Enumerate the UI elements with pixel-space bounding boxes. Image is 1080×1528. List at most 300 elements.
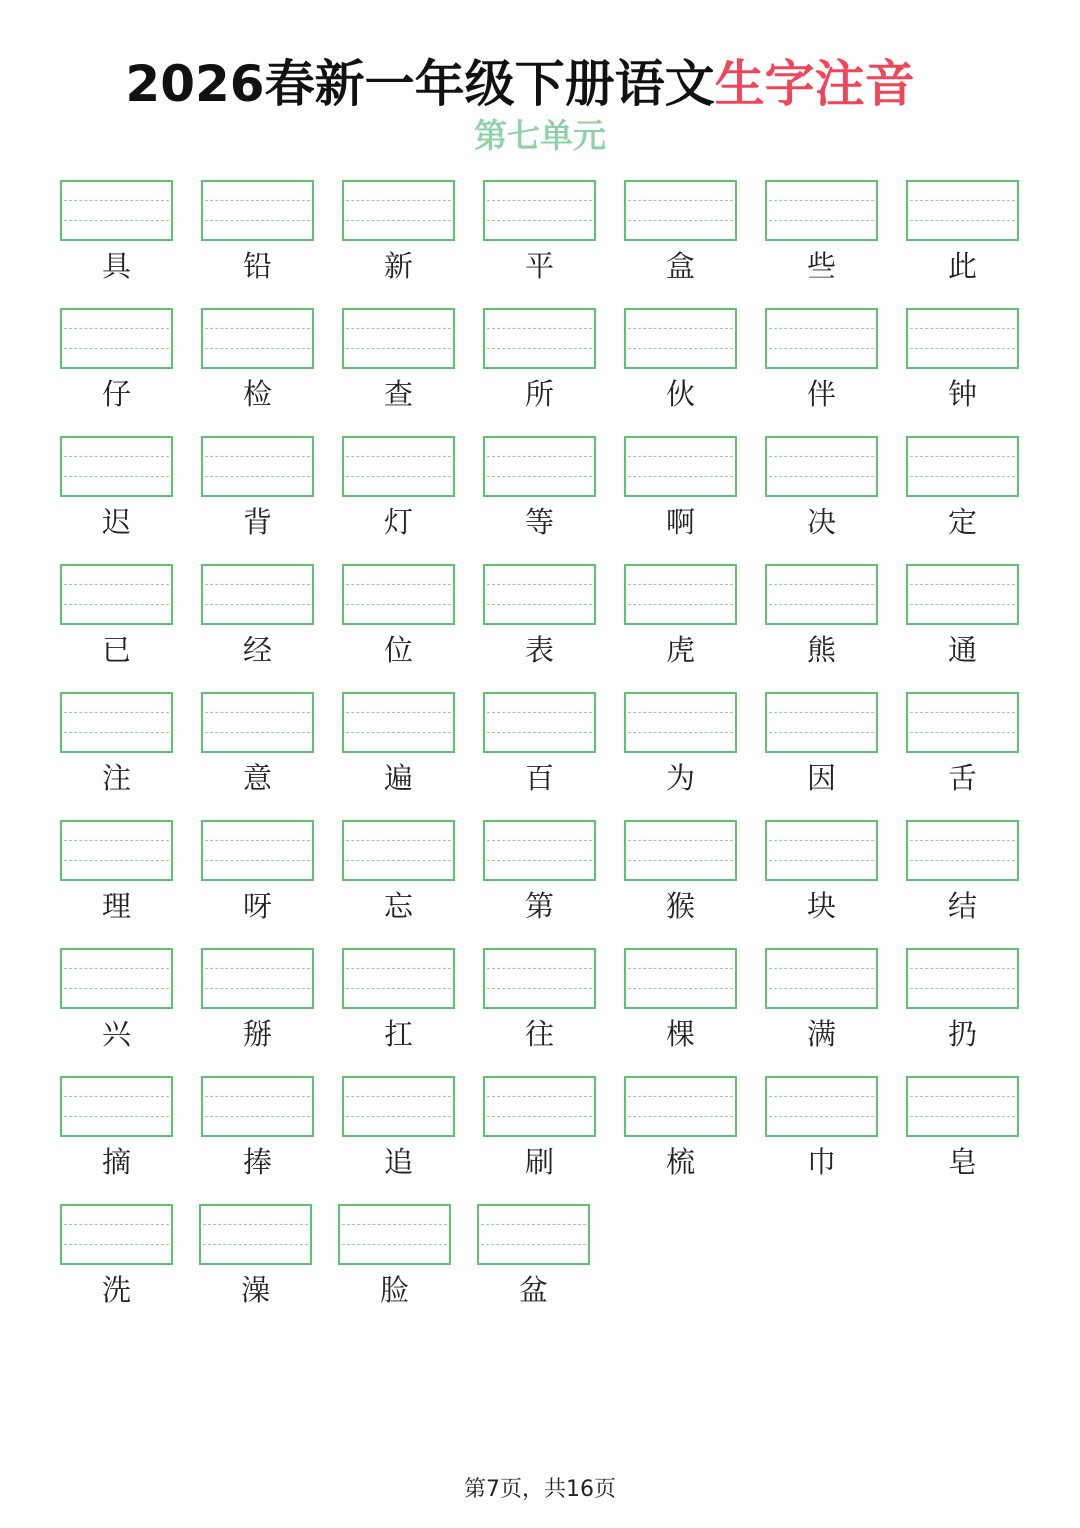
pinyin-writing-box[interactable] [201,1076,314,1137]
character-cell [201,308,314,436]
guide-line [205,1096,310,1097]
pinyin-writing-box[interactable] [342,564,455,625]
character-cell [483,948,596,1076]
character-label: 新 [383,249,413,283]
character-cell [624,180,737,308]
character-cell [201,436,314,564]
character-label: 平 [524,249,554,283]
guide-line [487,456,592,457]
grid-row [60,1076,1020,1204]
guide-line [205,712,310,713]
pinyin-writing-box[interactable] [483,692,596,753]
character-cell [624,948,737,1076]
guide-line [205,732,310,733]
pinyin-writing-box[interactable] [624,1076,737,1137]
pinyin-writing-box[interactable] [60,436,173,497]
character-label: 扛 [383,1017,413,1051]
guide-line [910,840,1015,841]
guide-line [205,200,310,201]
character-label: 仔 [101,377,131,411]
pinyin-writing-box[interactable] [906,564,1019,625]
pinyin-writing-box[interactable] [624,564,737,625]
guide-line [910,968,1015,969]
character-cell [60,564,173,692]
pinyin-writing-box[interactable] [483,308,596,369]
character-cell [906,564,1019,692]
guide-line [346,1116,451,1117]
guide-line [910,456,1015,457]
character-label: 定 [947,505,977,539]
character-cell [201,564,314,692]
pinyin-writing-box[interactable] [60,1204,173,1265]
pinyin-writing-box[interactable] [60,564,173,625]
pinyin-writing-box[interactable] [342,820,455,881]
pinyin-writing-box[interactable] [906,1076,1019,1137]
character-cell [60,180,173,308]
character-cell [483,180,596,308]
guide-line [910,220,1015,221]
guide-line [346,988,451,989]
pinyin-writing-box[interactable] [765,1076,878,1137]
character-cell [483,436,596,564]
character-cell [765,1076,878,1204]
guide-line [769,1096,874,1097]
character-label: 块 [806,889,836,923]
character-cell [624,1076,737,1204]
pinyin-writing-box[interactable] [201,180,314,241]
character-grid [60,180,1020,1332]
guide-line [346,840,451,841]
guide-line [769,456,874,457]
character-cell [765,180,878,308]
character-label: 查 [383,377,413,411]
pinyin-writing-box[interactable] [201,820,314,881]
pinyin-writing-box[interactable] [624,692,737,753]
guide-line [64,860,169,861]
character-label: 皂 [947,1145,977,1179]
character-label: 巾 [806,1145,836,1179]
character-label: 表 [524,633,554,667]
character-cell [483,820,596,948]
character-cell [765,564,878,692]
character-cell [624,436,737,564]
guide-line [487,584,592,585]
guide-line [205,840,310,841]
guide-line [205,348,310,349]
character-label: 梳 [665,1145,695,1179]
guide-line [910,1096,1015,1097]
guide-line [628,1116,733,1117]
guide-line [487,604,592,605]
pinyin-writing-box[interactable] [624,948,737,1009]
character-cell [342,180,455,308]
pinyin-writing-box[interactable] [201,692,314,753]
character-label: 盒 [665,249,695,283]
character-label: 熊 [806,633,836,667]
pinyin-writing-box[interactable] [342,308,455,369]
pinyin-writing-box[interactable] [201,308,314,369]
guide-line [769,968,874,969]
character-label: 捧 [242,1145,272,1179]
character-label: 为 [665,761,695,795]
character-label: 铅 [242,249,272,283]
guide-line [910,328,1015,329]
guide-line [64,328,169,329]
grid-row [60,948,1020,1076]
character-cell [483,1076,596,1204]
guide-line [346,476,451,477]
character-cell [906,692,1019,820]
guide-line [64,584,169,585]
guide-line [203,1244,308,1245]
character-cell [765,436,878,564]
pinyin-writing-box[interactable] [765,948,878,1009]
guide-line [64,840,169,841]
pinyin-writing-box[interactable] [483,820,596,881]
pinyin-writing-box[interactable] [906,308,1019,369]
guide-line [628,712,733,713]
guide-line [769,1116,874,1117]
pinyin-writing-box[interactable] [477,1204,590,1265]
character-cell [60,1204,173,1332]
guide-line [769,604,874,605]
guide-line [628,968,733,969]
character-label: 灯 [383,505,413,539]
guide-line [628,476,733,477]
guide-line [64,220,169,221]
guide-line [487,1116,592,1117]
grid-row [60,308,1020,436]
guide-line [481,1224,586,1225]
guide-line [346,712,451,713]
guide-line [346,732,451,733]
pinyin-writing-box[interactable] [765,436,878,497]
character-cell [624,308,737,436]
guide-line [910,1116,1015,1117]
guide-line [487,1096,592,1097]
pinyin-writing-box[interactable] [765,692,878,753]
character-label: 经 [242,633,272,667]
guide-line [769,988,874,989]
guide-line [910,604,1015,605]
guide-line [64,604,169,605]
character-label: 追 [383,1145,413,1179]
guide-line [346,1096,451,1097]
character-label: 百 [524,761,554,795]
character-cell [60,692,173,820]
guide-line [487,348,592,349]
title-main: 2026春新一年级下册语文 [125,55,715,113]
character-label: 等 [524,505,554,539]
guide-line [64,348,169,349]
character-label: 第 [524,889,554,923]
character-label: 满 [806,1017,836,1051]
pinyin-writing-box[interactable] [765,180,878,241]
character-label: 决 [806,505,836,539]
guide-line [910,988,1015,989]
guide-line [205,988,310,989]
character-label: 理 [101,889,131,923]
pinyin-writing-box[interactable] [201,564,314,625]
character-cell [201,692,314,820]
guide-line [346,604,451,605]
guide-line [628,604,733,605]
pinyin-writing-box[interactable] [483,180,596,241]
guide-line [205,968,310,969]
guide-line [205,220,310,221]
character-cell [624,820,737,948]
pinyin-writing-box[interactable] [483,436,596,497]
character-cell [483,308,596,436]
pinyin-writing-box[interactable] [60,308,173,369]
guide-line [628,456,733,457]
guide-line [628,348,733,349]
character-label: 意 [242,761,272,795]
guide-line [628,328,733,329]
character-label: 此 [947,249,977,283]
character-label: 所 [524,377,554,411]
character-cell [201,820,314,948]
character-cell [906,180,1019,308]
guide-line [910,860,1015,861]
guide-line [487,200,592,201]
character-cell [342,1076,455,1204]
character-label: 摘 [101,1145,131,1179]
guide-line [628,988,733,989]
guide-line [628,220,733,221]
pinyin-writing-box[interactable] [201,948,314,1009]
pinyin-writing-box[interactable] [483,948,596,1009]
character-label: 啊 [665,505,695,539]
pinyin-writing-box[interactable] [201,436,314,497]
character-cell [201,948,314,1076]
character-cell [765,692,878,820]
guide-line [910,712,1015,713]
character-cell [765,820,878,948]
character-label: 伙 [665,377,695,411]
guide-line [346,200,451,201]
guide-line [205,328,310,329]
guide-line [487,968,592,969]
pinyin-writing-box[interactable] [60,820,173,881]
character-label: 具 [101,249,131,283]
character-cell [765,308,878,436]
guide-line [487,476,592,477]
character-cell [201,180,314,308]
character-cell [906,948,1019,1076]
grid-row [60,1204,1020,1332]
character-cell [906,308,1019,436]
pinyin-writing-box[interactable] [906,692,1019,753]
guide-line [64,476,169,477]
character-label: 洗 [101,1273,131,1307]
character-label: 忘 [383,889,413,923]
guide-line [64,456,169,457]
pinyin-writing-box[interactable] [342,692,455,753]
character-label: 遍 [383,761,413,795]
pinyin-writing-box[interactable] [624,820,737,881]
pinyin-writing-box[interactable] [765,820,878,881]
character-cell [201,1076,314,1204]
title-highlight: 生字注音 [714,55,915,113]
guide-line [205,1116,310,1117]
guide-line [628,200,733,201]
guide-line [346,348,451,349]
grid-row [60,436,1020,564]
pinyin-writing-box[interactable] [624,308,737,369]
character-label: 迟 [101,505,131,539]
character-cell [624,692,737,820]
grid-row [60,564,1020,692]
guide-line [487,732,592,733]
pinyin-writing-box[interactable] [765,308,878,369]
pinyin-writing-box[interactable] [906,820,1019,881]
guide-line [205,476,310,477]
guide-line [346,584,451,585]
guide-line [481,1244,586,1245]
guide-line [769,348,874,349]
character-label: 扔 [947,1017,977,1051]
pinyin-writing-box[interactable] [765,564,878,625]
guide-line [910,732,1015,733]
character-label: 背 [242,505,272,539]
guide-line [628,1096,733,1097]
guide-line [487,712,592,713]
guide-line [769,328,874,329]
pinyin-writing-box[interactable] [483,564,596,625]
character-cell [60,1076,173,1204]
guide-line [64,200,169,201]
grid-row [60,180,1020,308]
pinyin-writing-box[interactable] [906,180,1019,241]
character-label: 掰 [242,1017,272,1051]
guide-line [64,1244,169,1245]
pinyin-writing-box[interactable] [483,1076,596,1137]
guide-line [628,584,733,585]
character-label: 往 [524,1017,554,1051]
guide-line [487,840,592,841]
character-cell [342,564,455,692]
pinyin-writing-box[interactable] [342,1076,455,1137]
grid-row [60,820,1020,948]
guide-line [910,584,1015,585]
pinyin-writing-box[interactable] [60,948,173,1009]
guide-line [769,840,874,841]
character-cell [483,564,596,692]
guide-line [64,968,169,969]
character-label: 兴 [101,1017,131,1051]
character-label: 钟 [947,377,977,411]
character-cell [60,308,173,436]
character-label: 结 [947,889,977,923]
character-cell [765,948,878,1076]
character-cell [342,948,455,1076]
character-cell [60,948,173,1076]
character-label: 澡 [240,1273,270,1307]
guide-line [628,860,733,861]
guide-line [487,988,592,989]
character-cell [342,692,455,820]
guide-line [205,584,310,585]
character-label: 伴 [806,377,836,411]
character-label: 些 [806,249,836,283]
guide-line [205,860,310,861]
pinyin-writing-box[interactable] [338,1204,451,1265]
pinyin-writing-box[interactable] [624,180,737,241]
unit-subtitle: 第七单元 [474,116,606,155]
character-cell [342,820,455,948]
guide-line [64,712,169,713]
guide-line [910,476,1015,477]
character-cell [199,1204,312,1332]
pinyin-writing-box[interactable] [906,436,1019,497]
guide-line [64,1116,169,1117]
character-cell [906,436,1019,564]
pinyin-writing-box[interactable] [906,948,1019,1009]
pinyin-writing-box[interactable] [624,436,737,497]
guide-line [346,328,451,329]
pinyin-writing-box[interactable] [60,180,173,241]
character-label: 检 [242,377,272,411]
character-label: 已 [101,633,131,667]
guide-line [205,604,310,605]
guide-line [64,732,169,733]
guide-line [342,1224,447,1225]
guide-line [64,1096,169,1097]
pinyin-writing-box[interactable] [60,692,173,753]
pinyin-writing-box[interactable] [199,1204,312,1265]
pinyin-writing-box[interactable] [342,948,455,1009]
pinyin-writing-box[interactable] [342,436,455,497]
character-cell [483,692,596,820]
character-label: 盆 [518,1273,548,1307]
guide-line [64,1224,169,1225]
character-label: 位 [383,633,413,667]
guide-line [203,1224,308,1225]
character-label: 舌 [947,761,977,795]
character-cell [60,436,173,564]
character-cell [342,308,455,436]
guide-line [628,840,733,841]
character-cell [624,564,737,692]
guide-line [628,732,733,733]
pinyin-writing-box[interactable] [60,1076,173,1137]
guide-line [64,988,169,989]
guide-line [487,328,592,329]
guide-line [346,220,451,221]
character-cell [338,1204,451,1332]
guide-line [769,732,874,733]
guide-line [205,456,310,457]
guide-line [769,584,874,585]
page-footer: 第7页，共16页 [464,1477,616,1502]
page-title [0,52,1040,116]
pinyin-writing-box[interactable] [342,180,455,241]
guide-line [346,968,451,969]
guide-line [910,200,1015,201]
character-label: 虎 [665,633,695,667]
guide-line [769,860,874,861]
character-cell [342,436,455,564]
guide-line [769,476,874,477]
character-label: 棵 [665,1017,695,1051]
guide-line [346,860,451,861]
guide-line [769,200,874,201]
guide-line [342,1244,447,1245]
character-label: 注 [101,761,131,795]
character-cell [906,820,1019,948]
character-label: 通 [947,633,977,667]
